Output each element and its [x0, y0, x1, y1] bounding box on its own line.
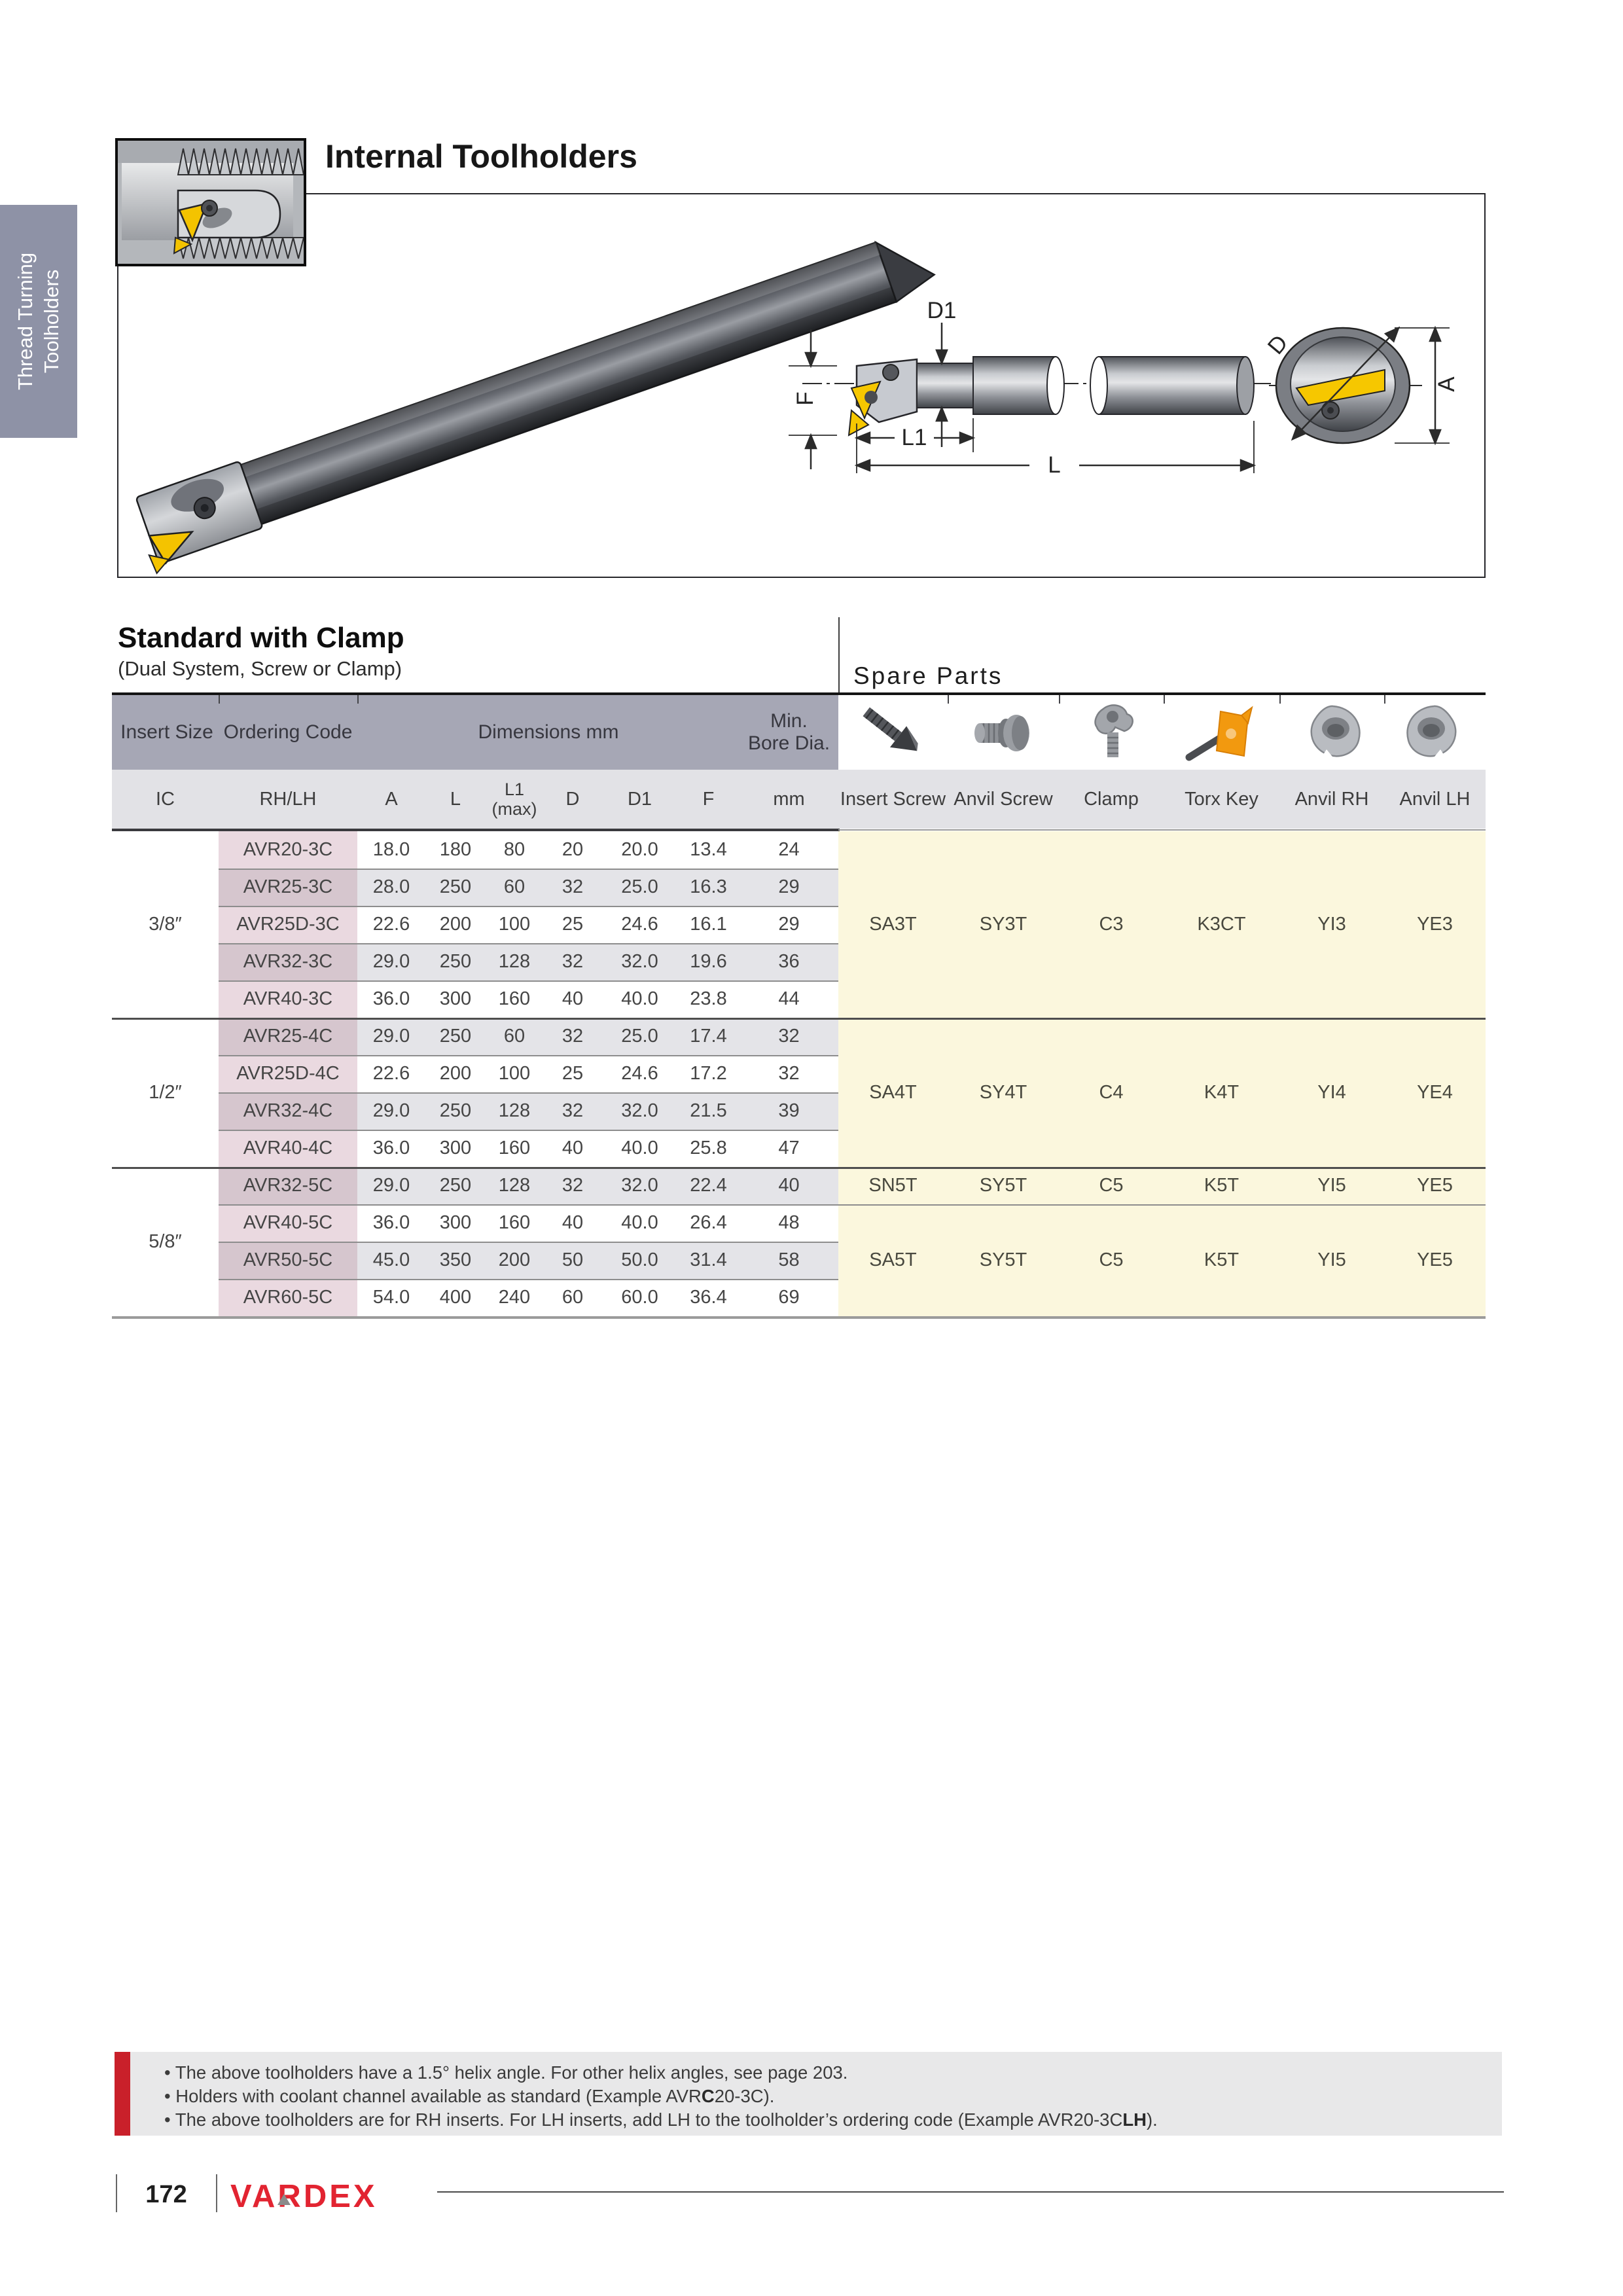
dim-label-f: F	[793, 391, 818, 406]
header-divider-right	[838, 829, 1486, 831]
ordering-code: AVR32-4C	[219, 1092, 357, 1130]
ordering-code: AVR25-4C	[219, 1018, 357, 1055]
ordering-code: AVR25D-4C	[219, 1055, 357, 1092]
torx-key-icon	[1164, 695, 1279, 770]
col-header-dimensions: Dimensions mm	[478, 721, 619, 743]
col-ic: IC	[156, 788, 175, 810]
table-row: AVR32-5C 29.0 250 128 32 32.0 22.4 40	[219, 1167, 838, 1204]
ordering-code: AVR25D-3C	[219, 906, 357, 943]
col-a: A	[385, 788, 398, 810]
spare-parts-values	[838, 831, 1486, 1316]
sidebar-tab-line1: Thread Turning	[14, 252, 37, 391]
footnotes-box	[115, 2052, 1502, 2136]
ordering-code: AVR32-3C	[219, 943, 357, 980]
table-row: AVR20-3C 18.0 180 80 20 20.0 13.4 24	[219, 831, 838, 869]
anvil-screw-icon	[948, 695, 1059, 770]
vardex-logo-triangle-icon	[277, 2194, 291, 2205]
ordering-code: AVR32-5C	[219, 1167, 357, 1204]
vardex-logo: VARDEX	[230, 2179, 378, 2214]
page-title: Internal Toolholders	[325, 138, 637, 175]
ordering-code: AVR25-3C	[219, 869, 357, 906]
section-subheading: (Dual System, Screw or Clamp)	[118, 657, 402, 680]
note-1: • The above toolholders have a 1.5° helix angle. For other helix angles, see page 203.	[164, 2062, 848, 2083]
sidebar-tab-line2: Toolholders	[40, 269, 63, 374]
dim-label-d: D	[1262, 330, 1293, 359]
insert-size-1-2: 1/2″	[149, 1081, 182, 1103]
dim-label-l1: L1	[901, 425, 927, 450]
col-l1-max	[486, 770, 543, 829]
group-separator	[112, 1167, 1486, 1169]
table-header-band	[112, 695, 838, 770]
page-number: 172	[145, 2181, 187, 2208]
anvil-rh-icon	[1279, 695, 1384, 770]
clamp-icon	[1059, 695, 1164, 770]
ordering-code: AVR20-3C	[219, 831, 357, 869]
footnotes	[130, 2052, 1158, 2136]
col-header-insert-size: Insert Size	[120, 721, 213, 743]
table-row: AVR40-3C 36.0 300 160 40 40.0 23.8 44	[219, 980, 838, 1018]
col-rhlh: RH/LH	[259, 788, 317, 810]
note-3: • The above toolholders are for RH inserts. For LH inserts, add LH to the toolholder’s ordering code (Example AVR20-3CLH).	[164, 2109, 1158, 2130]
col-f: F	[702, 788, 715, 810]
table-row: AVR50-5C 45.0 350 200 50 50.0 31.4 58	[219, 1242, 838, 1279]
table-row: AVR32-3C 29.0 250 128 32 32.0 19.6 36	[219, 943, 838, 980]
dim-label-l: L	[1048, 452, 1061, 478]
col-d: D	[565, 788, 580, 810]
spare-group-5-8: SA5T SY5T C5 K5T YI5 YE5	[869, 1249, 1453, 1270]
internal-threading-icon	[118, 141, 304, 264]
spare-label-clamp: Clamp	[1084, 788, 1139, 810]
insert-size-3-8: 3/8″	[149, 914, 182, 935]
notes-red-bar	[115, 2052, 130, 2136]
table-row: AVR40-4C 36.0 300 160 40 40.0 25.8 47	[219, 1130, 838, 1167]
spare-parts-icon-row	[838, 695, 1486, 770]
table-subheader-row	[112, 770, 838, 829]
boring-bar-illustration	[130, 224, 942, 573]
table-body	[112, 831, 838, 1316]
spare-label-anvil-screw: Anvil Screw	[954, 788, 1053, 810]
anvil-lh-icon	[1384, 695, 1486, 770]
col-header-ordering-code: Ordering Code	[223, 721, 353, 743]
table-row: AVR60-5C 54.0 400 240 60 60.0 36.4 69	[219, 1279, 838, 1316]
thread-turning-photo	[115, 138, 306, 266]
table-row: AVR25D-3C 22.6 200 100 25 24.6 16.1 29	[219, 906, 838, 943]
footer-divider-2	[216, 2174, 217, 2212]
spare-label-anvil-lh: Anvil LH	[1399, 788, 1471, 810]
dim-label-d1: D1	[927, 298, 957, 323]
min-bore-line2: Bore Dia.	[747, 732, 830, 754]
table-row: AVR25-3C 28.0 250 60 32 25.0 16.3 29	[219, 869, 838, 906]
footer-divider-1	[116, 2174, 117, 2212]
insert-screw-icon	[838, 695, 948, 770]
spare-parts-label-row	[838, 770, 1486, 829]
ordering-code: AVR50-5C	[219, 1242, 357, 1279]
spare-label-insert-screw: Insert Screw	[840, 788, 946, 810]
ordering-code: AVR40-5C	[219, 1204, 357, 1242]
col-header-min-bore	[740, 695, 838, 770]
table-bottom-rule	[112, 1316, 1486, 1319]
footer-rule	[437, 2191, 1504, 2193]
table-row: AVR25D-4C 22.6 200 100 25 24.6 17.2 32	[219, 1055, 838, 1092]
spare-parts-heading: Spare Parts	[853, 662, 1003, 689]
ordering-code: AVR60-5C	[219, 1279, 357, 1316]
toolholder-diagram-box	[117, 193, 1486, 578]
min-bore-line1: Min.	[770, 710, 808, 732]
dim-label-a: A	[1434, 376, 1459, 392]
spare-label-anvil-rh: Anvil RH	[1294, 788, 1369, 810]
sidebar-tab-thread-turning	[0, 205, 77, 438]
table-row: AVR32-4C 29.0 250 128 32 32.0 21.5 39	[219, 1092, 838, 1130]
spare-group-1-2: SA4T SY4T C4 K4T YI4 YE4	[869, 1081, 1453, 1103]
ordering-code: AVR40-3C	[219, 980, 357, 1018]
col-l1: L1	[504, 780, 525, 799]
note-2: • Holders with coolant channel available as standard (Example AVRC20-3C).	[164, 2086, 775, 2106]
table-row: AVR25-4C 29.0 250 60 32 25.0 17.4 32	[219, 1018, 838, 1055]
ordering-code: AVR40-4C	[219, 1130, 357, 1167]
insert-size-5-8: 5/8″	[149, 1230, 182, 1252]
col-l: L	[450, 788, 461, 810]
section-heading: Standard with Clamp	[118, 622, 404, 654]
table-row: AVR40-5C 36.0 300 160 40 40.0 26.4 48	[219, 1204, 838, 1242]
col-d1: D1	[627, 788, 652, 810]
group-separator	[112, 1018, 1486, 1020]
toolholder-table	[112, 692, 1486, 1319]
spare-group-3-8: SA3T SY3T C3 K3CT YI3 YE3	[869, 914, 1453, 935]
col-mm: mm	[773, 788, 805, 810]
spare-label-torx-key: Torx Key	[1185, 788, 1258, 810]
spare-group-avr32-5c: SN5T SY5T C5 K5T YI5 YE5	[868, 1175, 1453, 1196]
col-l1-max-sub: (max)	[491, 799, 537, 819]
